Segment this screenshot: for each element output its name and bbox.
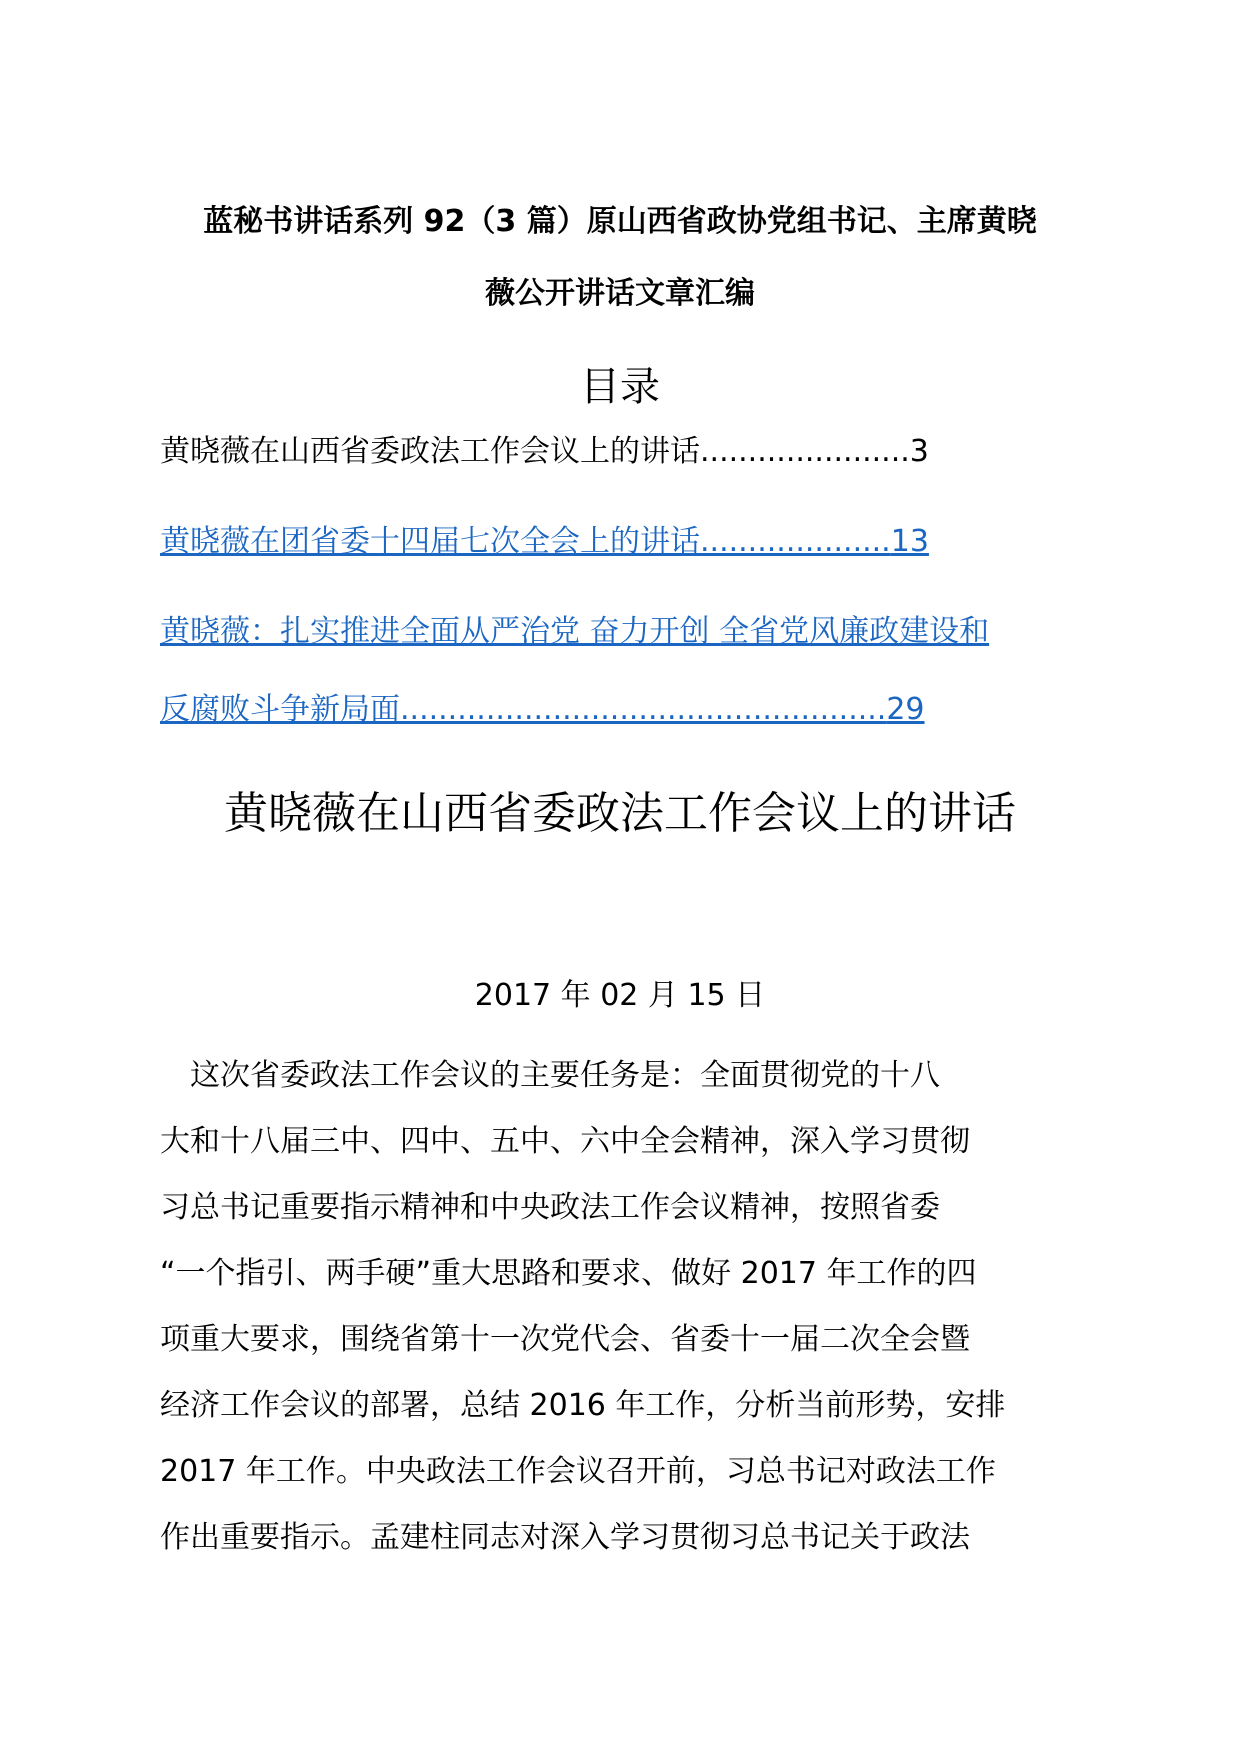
paragraph-line: 这次省委政法工作会议的主要任务是：全面贯彻党的十八: [160, 1058, 940, 1093]
paragraph-line: 项重大要求，围绕省第十一次党代会、省委十一届二次全会暨: [160, 1322, 970, 1357]
paragraph-line: 经济工作会议的部署，总结 2016 年工作，分析当前形势，安排: [160, 1388, 1006, 1423]
paragraph-line: 大和十八届三中、四中、五中、六中全会精神，深入学习贯彻: [160, 1124, 970, 1159]
toc-entry-1-leader: ......................: [700, 434, 910, 469]
paragraph-line: 作出重要指示。孟建柱同志对深入学习贯彻习总书记关于政法: [160, 1520, 970, 1555]
toc-entry-3-link-line-1[interactable]: [160, 612, 1100, 652]
toc-entry-1-page: 3: [909, 434, 929, 469]
toc-entry-1[interactable]: [160, 432, 1100, 472]
toc-heading: 目录: [580, 364, 660, 410]
toc-entry-2-link[interactable]: [160, 522, 1100, 562]
toc-entry-2-page: 13: [890, 524, 929, 559]
document-title-line-2: 薇公开讲话文章汇编: [485, 276, 755, 311]
paragraph-line: “一个指引、两手硬”重大思路和要求、做好 2017 年工作的四: [160, 1256, 977, 1291]
toc-entry-3-link-line-2[interactable]: [160, 690, 1100, 730]
toc-entry-2-leader: ....................: [700, 524, 891, 559]
toc-entry-3-page: 29: [886, 692, 925, 727]
section-title: 黄晓薇在山西省委政法工作会议上的讲话: [224, 788, 1016, 839]
section-date: 2017 年 02 月 15 日: [474, 978, 766, 1013]
toc-entry-3-text-line-2: 反腐败斗争新局面: [160, 692, 400, 727]
document-title-line-1: 蓝秘书讲话系列 92（3 篇）原山西省政协党组书记、主席黄晓: [203, 204, 1037, 239]
toc-entry-3-leader: ...................................................: [400, 692, 887, 727]
paragraph-line: 2017 年工作。中央政法工作会议召开前，习总书记对政法工作: [160, 1454, 996, 1489]
toc-entry-3-text-line-1: 黄晓薇：扎实推进全面从严治党 奋力开创 全省党风廉政建设和: [160, 614, 990, 649]
paragraph-line: 习总书记重要指示精神和中央政法工作会议精神，按照省委: [160, 1190, 940, 1225]
toc-entry-1-text: 黄晓薇在山西省委政法工作会议上的讲话: [160, 434, 700, 469]
toc-entry-2-text: 黄晓薇在团省委十四届七次全会上的讲话: [160, 524, 700, 559]
document-title: [160, 186, 1080, 330]
